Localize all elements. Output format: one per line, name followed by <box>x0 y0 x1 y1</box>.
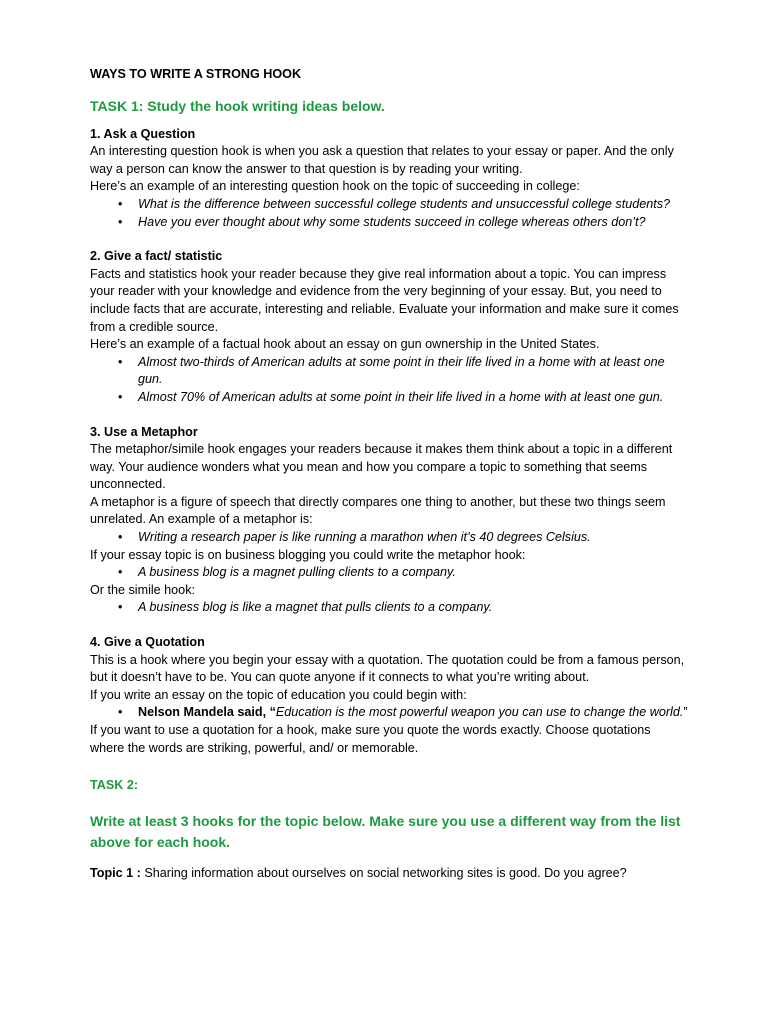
section-2-para-2: Here’s an example of a factual hook about an essay on gun ownership in the United States. <box>90 337 600 352</box>
topic-line <box>90 865 688 883</box>
list-item: • What is the difference between successful college students and unsuccessful college students? <box>138 196 688 214</box>
section-3-para-3: If your essay topic is on business blogging you could write the metaphor hook: <box>90 547 526 562</box>
list-item <box>138 704 688 722</box>
section-3-para-1: The metaphor/simile hook engages your readers because it makes them think about a topic in a different way. Your audience wonders what you mean and how you compare a topic to something that seems unconnected. <box>90 442 673 492</box>
quote-speaker: Nelson Mandela said, “ <box>138 705 276 720</box>
section-4-heading: 4. Give a Quotation <box>90 635 205 650</box>
section-2-para-1: Facts and statistics hook your reader because they give real information about a topic. You can impress your reader with your knowledge and evidence from the very beginning of your essay. But, you need to include facts that are accurate, interesting and reliable. Evaluate your information and make sure it comes from a credible source. <box>90 266 679 334</box>
section-1-para-1: An interesting question hook is when you ask a question that relates to your essay or paper. And the only way a person can know the answer to that question is by reading your writing. <box>90 144 674 176</box>
section-3-bullets-c <box>90 599 688 617</box>
section-1-bullets <box>90 196 688 231</box>
section-4-bullets <box>90 704 688 722</box>
section-2-bullets <box>90 354 688 407</box>
section-3-heading: 3. Use a Metaphor <box>90 424 198 439</box>
task2-heading: TASK 2: <box>90 778 139 793</box>
section-1-para-2: Here’s an example of an interesting question hook on the topic of succeeding in college: <box>90 179 580 194</box>
task1-heading: TASK 1: Study the hook writing ideas below. <box>90 97 385 114</box>
list-item: • A business blog is like a magnet that pulls clients to a company. <box>138 599 688 617</box>
task2-instructions: Write at least 3 hooks for the topic below. Make sure you use a different way from the list above for each hook. <box>90 812 681 850</box>
section-4-para-3: If you want to use a quotation for a hook, make sure you quote the words exactly. Choose quotations where the words are striking, powerful, and/ or memorable. <box>90 723 651 755</box>
topic-label: Topic 1 : <box>90 865 141 880</box>
section-3-bullets-a <box>90 529 688 547</box>
topic-text: Sharing information about ourselves on social networking sites is good. Do you agree? <box>140 865 627 880</box>
list-item: • Almost two-thirds of American adults at some point in their life lived in a home with at least one gun. <box>138 354 688 389</box>
section-4-para-2: If you write an essay on the topic of education you could begin with: <box>90 687 467 702</box>
section-3-para-2: A metaphor is a figure of speech that directly compares one thing to another, but these two things seem unrelated. An example of a metaphor is: <box>90 494 666 527</box>
section-2-heading: 2. Give a fact/ statistic <box>90 249 223 264</box>
list-item: • Writing a research paper is like running a marathon when it’s 40 degrees Celsius. <box>138 529 688 547</box>
quote-end: ” <box>683 705 688 720</box>
section-4-para-1: This is a hook where you begin your essay with a quotation. The quotation could be from a famous person, but it doesn’t have to be. You can quote anyone if it connects to what you’re writing about. <box>90 652 685 685</box>
list-item: • Almost 70% of American adults at some point in their life lived in a home with at least one gun. <box>138 389 688 407</box>
quote-text: Education is the most powerful weapon you can use to change the world. <box>275 705 684 720</box>
list-item: • A business blog is a magnet pulling clients to a company. <box>138 564 688 582</box>
section-1-heading: 1. Ask a Question <box>90 126 196 141</box>
section-3-bullets-b <box>90 564 688 582</box>
document-title: WAYS TO WRITE A STRONG HOOK <box>90 67 302 81</box>
list-item: • Have you ever thought about why some students succeed in college whereas others don’t? <box>138 214 688 232</box>
section-3-para-4: Or the simile hook: <box>90 582 195 597</box>
